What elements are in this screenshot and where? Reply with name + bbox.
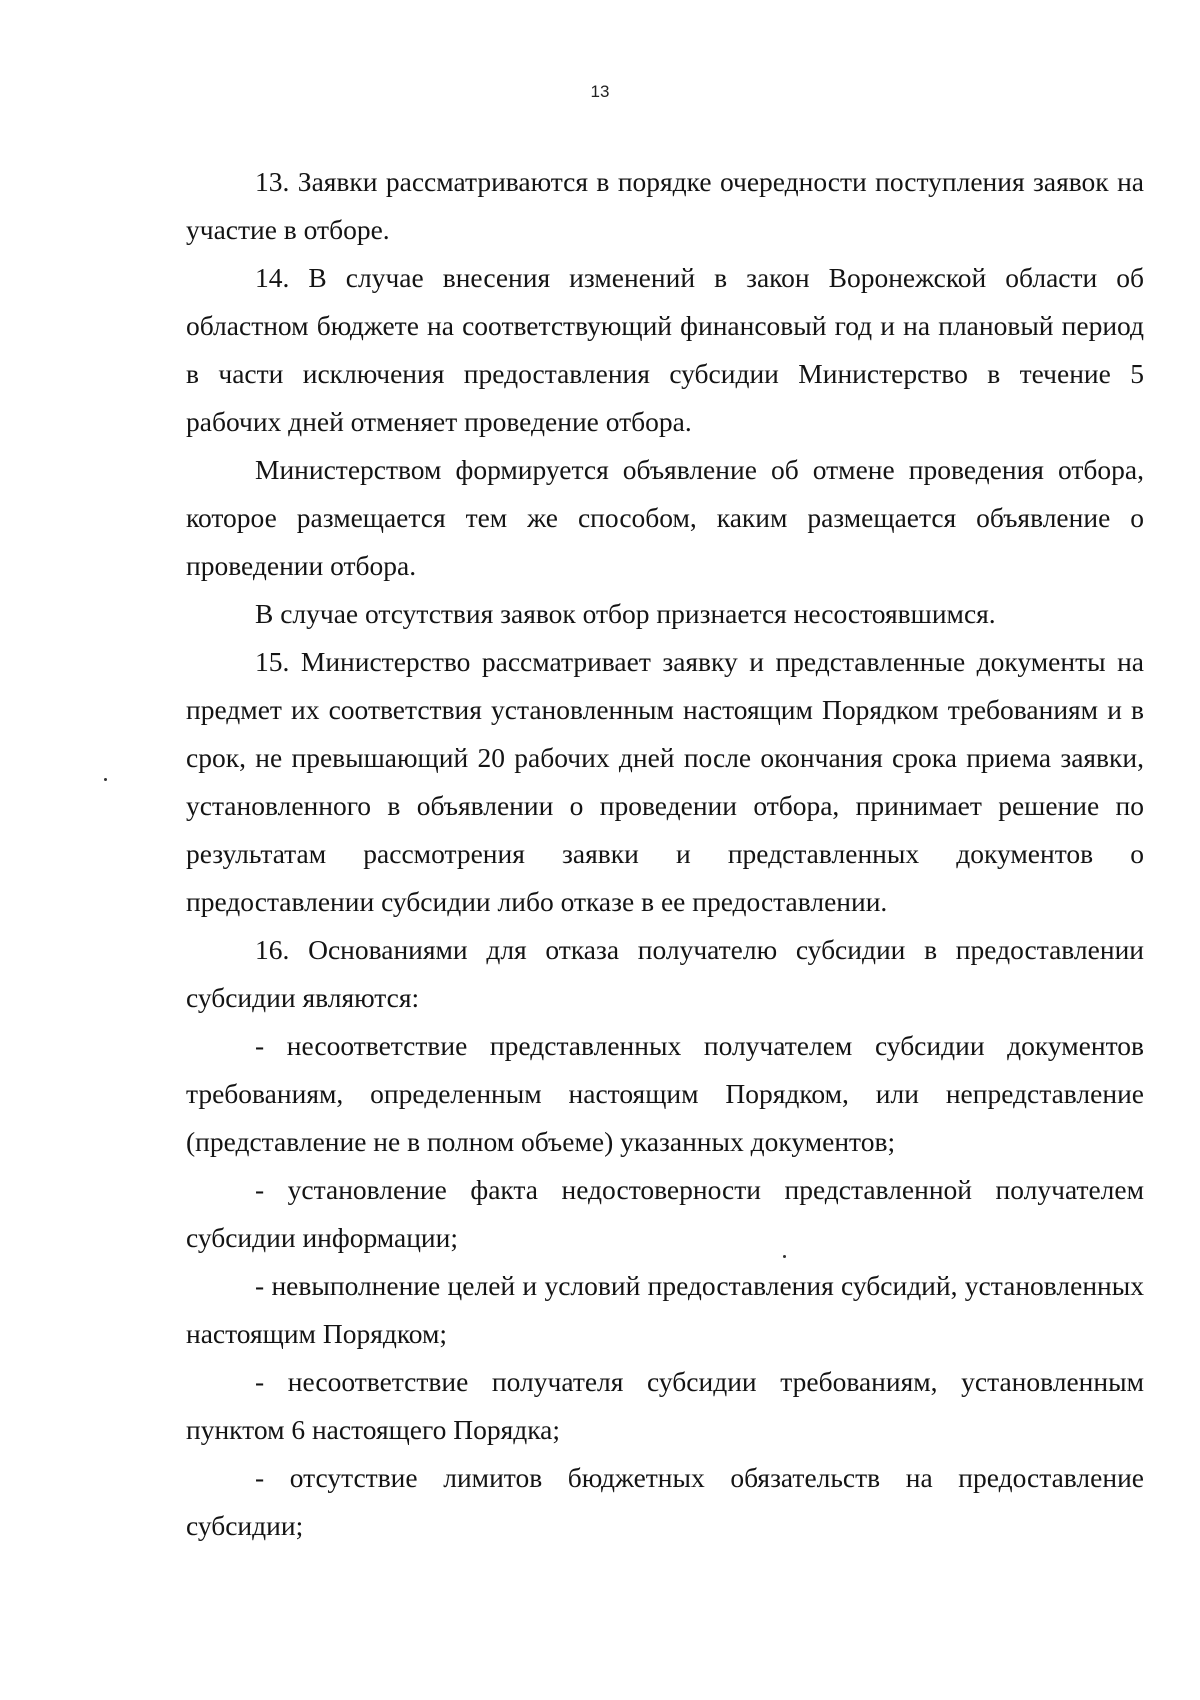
paragraph-cancellation-notice: Министерством формируется объявление об отмене проведения отбора, которое размещается тем же способом, каким размещается объявление о проведении отбора. [186, 454, 1144, 581]
refusal-ground-conditions: - невыполнение целей и условий предоставления субсидий, установленных настоящим Порядком; [186, 1270, 1144, 1349]
document-body [186, 158, 1144, 1550]
scan-speck [104, 778, 107, 781]
paragraph-13: 13. Заявки рассматриваются в порядке очередности поступления заявок на участие в отборе. [186, 166, 1144, 245]
paragraph-14: 14. В случае внесения изменений в закон Воронежской области об областном бюджете на соответствующий финансовый год и на плановый период в части исключения предоставления субсидии Министерство в течение 5 рабочих дней отменяет проведение отбора. [186, 262, 1144, 437]
scan-speck [783, 1255, 786, 1258]
paragraph-15: 15. Министерство рассматривает заявку и представленные документы на предмет их соответствия установленным настоящим Порядком требованиям и в срок, не превышающий 20 рабочих дней после окончания срока приема заявки, установленного в объявлении о проведении отбора, принимает решение по результатам рассмотрения заявки и представленных документов о предоставлении субсидии либо отказе в ее предоставлении. [186, 646, 1144, 917]
paragraph-16: 16. Основаниями для отказа получателю субсидии в предоставлении субсидии являются: [186, 934, 1144, 1013]
refusal-ground-budget-limits: - отсутствие лимитов бюджетных обязательств на предоставление субсидии; [186, 1462, 1144, 1541]
paragraph-no-applications: В случае отсутствия заявок отбор признается несостоявшимся. [255, 598, 996, 629]
refusal-ground-documents: - несоответствие представленных получателем субсидии документов требованиям, определенным настоящим Порядком, или непредставление (представление не в полном объеме) указанных документов; [186, 1030, 1144, 1157]
page-number: 13 [590, 82, 610, 101]
refusal-ground-false-information: - установление факта недостоверности представленной получателем субсидии информации; [186, 1174, 1144, 1253]
refusal-ground-requirements: - несоответствие получателя субсидии требованиям, установленным пунктом 6 настоящего Порядка; [186, 1366, 1144, 1445]
